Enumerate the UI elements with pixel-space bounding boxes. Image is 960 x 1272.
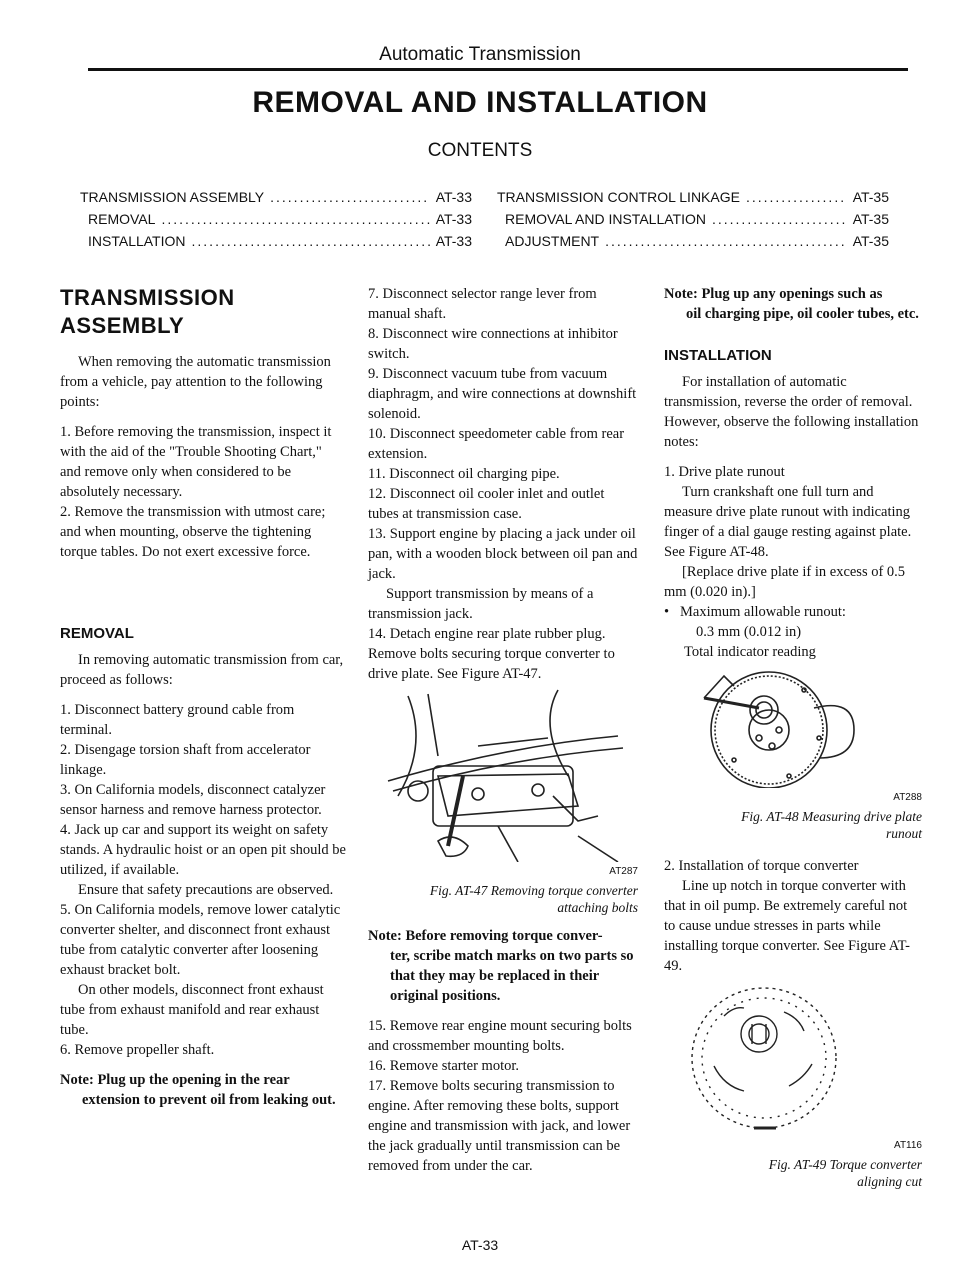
spec-value: 0.3 mm (0.012 in) [696, 624, 802, 640]
section-header: Automatic Transmission [379, 44, 581, 65]
paragraph: 1. Disconnect battery ground cable from terminal. [60, 702, 295, 738]
column-2 [368, 284, 638, 1176]
note-label: Note: Plug up any openings such as [664, 286, 883, 302]
note-text: extension to prevent oil from leaking out. [82, 1092, 336, 1108]
toc-left [80, 186, 472, 252]
paragraph: [Replace drive plate if in excess of 0.5 mm (0.020 in).] [664, 564, 906, 600]
toc-leader [746, 186, 847, 208]
toc-leader [161, 208, 429, 230]
toc-label: ADJUSTMENT [505, 233, 600, 249]
page-number: AT-33 [461, 1237, 499, 1253]
paragraph: 3. On California models, disconnect catalyzer sensor harness and remove harness protector. [60, 782, 326, 818]
toc-leader [605, 230, 847, 252]
toc-page: AT-35 [852, 189, 889, 205]
toc-page: AT-35 [852, 211, 889, 227]
toc-entry[interactable] [497, 230, 889, 252]
note [368, 926, 638, 1006]
paragraph: 5. On California models, remove lower catalytic converter shelter, and disconnect front exhaust tube from catalytic converter after loosening exhaust bracket bolt. [60, 902, 341, 978]
paragraph: 12. Disconnect oil cooler inlet and outlet tubes at transmission case. [368, 486, 605, 522]
toc-entry[interactable] [80, 186, 472, 208]
toc-right [497, 186, 889, 252]
toc-leader [192, 230, 430, 252]
paragraph: When removing the automatic transmission from a vehicle, pay attention to the following points: [60, 354, 331, 410]
paragraph: 2. Disengage torsion shaft from accelerator linkage. [60, 742, 311, 778]
paragraph: 16. Remove starter motor. [368, 1058, 520, 1074]
note-label: Note: Plug up the opening in the rear [60, 1072, 290, 1088]
heading-line: TRANSMISSION [60, 285, 235, 310]
toc-label: INSTALLATION [88, 233, 186, 249]
paragraph: 4. Jack up car and support its weight on safety stands. A hydraulic hoist or an open pit should be utilized, if available. [60, 822, 346, 878]
paragraph: Support transmission by means of a transmission jack. [368, 586, 594, 622]
figure-code: AT287 [609, 866, 638, 877]
heading-line: ASSEMBLY [60, 313, 185, 338]
paragraph: 9. Disconnect vacuum tube from vacuum diaphragm, and wire connections at downshift solenoid. [368, 366, 637, 422]
paragraph: 8. Disconnect wire connections at inhibitor switch. [368, 326, 618, 362]
column-1 [60, 284, 346, 1110]
page-title: REMOVAL AND INSTALLATION [252, 86, 708, 119]
toc-entry[interactable] [497, 208, 889, 230]
paragraph: 1. Before removing the transmission, inspect it with the aid of the "Trouble Shooting Chart," and remove only when considered to be absolutely necessary. [60, 424, 332, 500]
paragraph: Turn crankshaft one full turn and measure drive plate runout with indicating finger of a dial gauge resting against plate. See Figure AT-48. [664, 484, 912, 560]
paragraph: 17. Remove bolts securing transmission to engine. After removing these bolts, support engine and transmission with jack, and lower the jack gradually until transmission can be removed from under the car. [368, 1078, 631, 1174]
bullet-item: • Maximum allowable runout: [664, 602, 922, 622]
figure-code: AT288 [893, 792, 922, 803]
toc-page: AT-33 [435, 189, 472, 205]
note-text: oil charging pipe, oil cooler tubes, etc. [686, 306, 919, 322]
paragraph: Ensure that safety precautions are observed. [78, 882, 334, 898]
paragraph: 2. Remove the transmission with utmost care; and when mounting, observe the tightening torque tables. Do not exert excessive force. [60, 504, 326, 560]
figure-caption: Fig. AT-49 Torque converter [768, 1157, 922, 1172]
section-heading [60, 284, 346, 340]
toc-label: TRANSMISSION CONTROL LINKAGE [497, 189, 740, 205]
figure-caption: attaching bolts [557, 900, 638, 915]
toc-entry[interactable] [80, 230, 472, 252]
note-label: Note: Before removing torque conver- [368, 928, 603, 944]
spec-value: Total indicator reading [684, 644, 816, 660]
paragraph: 10. Disconnect speedometer cable from rear extension. [368, 426, 625, 462]
toc-label: TRANSMISSION ASSEMBLY [80, 189, 265, 205]
paragraph: 11. Disconnect oil charging pipe. [368, 466, 560, 482]
paragraph: 13. Support engine by placing a jack under oil pan, with a wooden block between oil pan and jack. [368, 526, 638, 582]
paragraph: Line up notch in torque converter with that in oil pump. Be extremely careful not to cause undue stresses in parts while installing torque converter. See Figure AT-49. [664, 878, 910, 974]
torque-converter-illustration [664, 986, 922, 1136]
toc-page: AT-33 [435, 233, 472, 249]
figure-caption: Fig. AT-48 Measuring drive plate [741, 809, 922, 824]
figure-caption: aligning cut [857, 1174, 922, 1189]
figure-code: AT116 [894, 1140, 922, 1151]
figure-caption: runout [885, 826, 922, 841]
toc-label: REMOVAL [88, 211, 156, 227]
note [664, 284, 922, 324]
paragraph: For installation of automatic transmission, reverse the order of removal. However, observe the following installation notes: [664, 374, 919, 450]
figure-at47 [368, 686, 638, 862]
toc-page: AT-35 [852, 233, 889, 249]
toc-entry[interactable] [80, 208, 472, 230]
subsection-heading: REMOVAL [60, 625, 134, 642]
header-rule [88, 68, 908, 71]
toc-entry[interactable] [497, 186, 889, 208]
subsection-heading: INSTALLATION [664, 347, 772, 364]
paragraph: 2. Installation of torque converter [664, 858, 859, 874]
drive-plate-dial-gauge-illustration [664, 668, 922, 788]
paragraph: 1. Drive plate runout [664, 464, 785, 480]
paragraph: 7. Disconnect selector range lever from manual shaft. [368, 286, 597, 322]
figure-at48 [664, 668, 922, 788]
toc-leader [270, 186, 430, 208]
paragraph: 6. Remove propeller shaft. [60, 1042, 215, 1058]
toc-page: AT-33 [435, 211, 472, 227]
toc-label: REMOVAL AND INSTALLATION [505, 211, 706, 227]
toc-leader [712, 208, 847, 230]
paragraph: In removing automatic transmission from car, proceed as follows: [60, 652, 344, 688]
paragraph: On other models, disconnect front exhaust tube from exhaust manifold and rear exhaust tube. [60, 982, 324, 1038]
figure-at49 [664, 986, 922, 1136]
paragraph: 15. Remove rear engine mount securing bolts and crossmember mounting bolts. [368, 1018, 632, 1054]
torque-converter-removal-illustration [368, 686, 638, 862]
note [60, 1070, 346, 1110]
paragraph: 14. Detach engine rear plate rubber plug. Remove bolts securing torque converter to drive plate. See Figure AT-47. [368, 626, 615, 682]
note-text: ter, scribe match marks on two parts so that they may be replaced in their original positions. [390, 948, 634, 1004]
column-3 [664, 284, 922, 1190]
contents-label: CONTENTS [427, 140, 533, 161]
figure-caption: Fig. AT-47 Removing torque converter [429, 883, 638, 898]
